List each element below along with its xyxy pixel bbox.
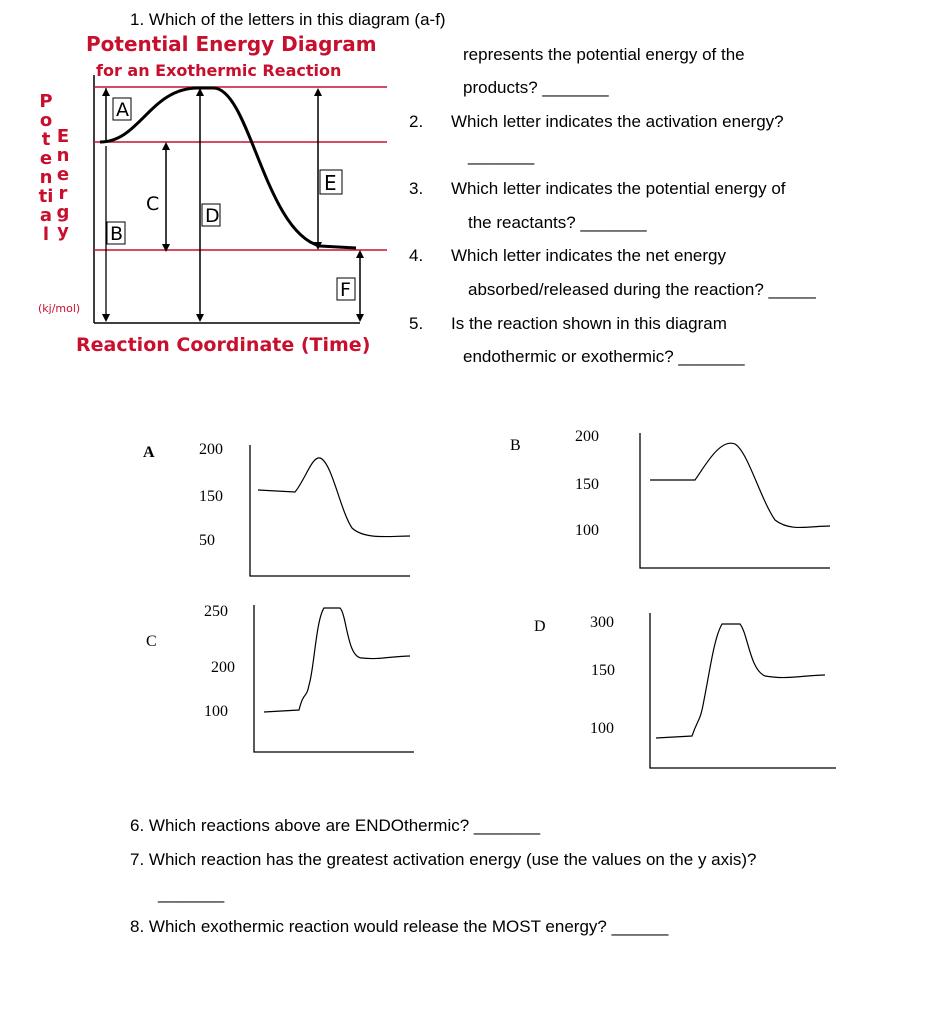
question-5-number: 5. bbox=[409, 314, 424, 333]
question-4-text-line2[interactable]: absorbed/released during the reaction? _____ bbox=[468, 280, 816, 299]
graph-d-tick-1: 300 bbox=[590, 614, 614, 631]
question-8[interactable]: 8. Which exothermic reaction would release the MOST energy? ______ bbox=[130, 917, 669, 936]
question-3-text-line2[interactable]: the reactants? _______ bbox=[468, 213, 647, 232]
diagram-subtitle: for an Exothermic Reaction bbox=[96, 61, 342, 80]
question-5-text-line2[interactable]: endothermic or exothermic? _______ bbox=[463, 347, 745, 366]
question-4-text: Which letter indicates the net energy bbox=[451, 246, 726, 265]
graph-d-tick-2: 150 bbox=[591, 662, 615, 679]
letter-b: B bbox=[110, 223, 124, 245]
question-3-number: 3. bbox=[409, 179, 424, 198]
letter-c: C bbox=[146, 193, 160, 215]
letter-a: A bbox=[116, 99, 129, 121]
graph-a-label: A bbox=[143, 444, 155, 461]
graph-b-label: B bbox=[510, 437, 521, 454]
graph-b-tick-1: 200 bbox=[575, 428, 599, 445]
graph-b-tick-3: 100 bbox=[575, 522, 599, 539]
question-3-text: Which letter indicates the potential energy of bbox=[451, 179, 786, 198]
question-4-number: 4. bbox=[409, 246, 424, 265]
graph-d-tick-3: 100 bbox=[590, 720, 614, 737]
letter-f: F bbox=[340, 279, 351, 301]
question-1-line2: represents the potential energy of the bbox=[463, 45, 745, 64]
diagram-y-axis-word-potential: Potential bbox=[38, 91, 54, 245]
question-1-line3[interactable]: products? _______ bbox=[463, 78, 609, 97]
graph-c-plot bbox=[244, 600, 424, 760]
diagram-y-axis-unit: (kj/mol) bbox=[38, 302, 81, 315]
question-6[interactable]: 6. Which reactions above are ENDOthermic? _______ bbox=[130, 816, 541, 835]
graph-c-label: C bbox=[146, 633, 157, 650]
question-2-text: Which letter indicates the activation energy? bbox=[451, 112, 784, 131]
graph-c-tick-1: 250 bbox=[204, 603, 228, 620]
graph-c-tick-2: 200 bbox=[211, 659, 235, 676]
energy-diagram-graphic bbox=[0, 0, 400, 370]
graph-d-label: D bbox=[534, 618, 546, 635]
question-7-answer-blank[interactable]: _______ bbox=[158, 884, 225, 903]
diagram-title: Potential Energy Diagram bbox=[86, 32, 377, 56]
letter-e: E bbox=[324, 171, 337, 195]
question-2-answer-blank[interactable]: _______ bbox=[468, 146, 535, 165]
question-5-text: Is the reaction shown in this diagram bbox=[451, 314, 727, 333]
graph-d-plot bbox=[640, 608, 840, 773]
graph-a-tick-1: 200 bbox=[199, 441, 223, 458]
graph-c-tick-3: 100 bbox=[204, 703, 228, 720]
question-1-line1: 1. Which of the letters in this diagram (a-f) bbox=[130, 10, 446, 29]
diagram-x-axis-label: Reaction Coordinate (Time) bbox=[76, 334, 371, 356]
question-7: 7. Which reaction has the greatest activation energy (use the values on the y axis)? bbox=[130, 850, 757, 869]
diagram-y-axis-word-energy: Energy bbox=[56, 126, 70, 242]
graph-a-tick-3: 50 bbox=[199, 532, 215, 549]
graph-a-plot bbox=[240, 440, 420, 585]
graph-b-plot bbox=[630, 428, 840, 578]
question-2-number: 2. bbox=[409, 112, 424, 131]
graph-b-tick-2: 150 bbox=[575, 476, 599, 493]
graph-a-tick-2: 150 bbox=[199, 488, 223, 505]
letter-d: D bbox=[205, 205, 220, 227]
